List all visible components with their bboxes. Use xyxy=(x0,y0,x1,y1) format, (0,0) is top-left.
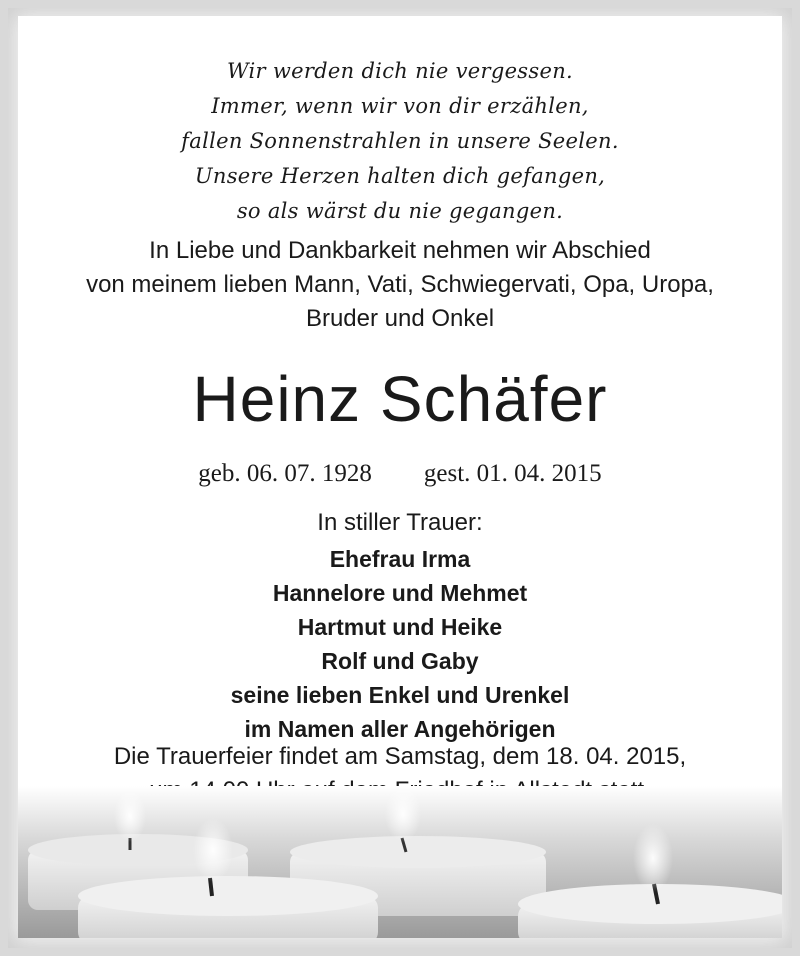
poem-line: Wir werden dich nie vergessen. xyxy=(226,59,573,83)
service-line: Die Trauerfeier findet am Samstag, dem 18. 04. 2015, xyxy=(113,743,687,770)
death-date: gest. 01. 04. 2015 xyxy=(423,460,602,487)
deceased-name: Heinz Schäfer xyxy=(192,363,608,435)
mourners-list xyxy=(18,542,782,746)
intro-line: von meinem lieben Mann, Vati, Schwiegervati, Opa, Uropa, xyxy=(86,271,714,298)
poem-line: Immer, wenn wir von dir erzählen, xyxy=(211,94,589,118)
mourner-entry: im Namen aller Angehörigen xyxy=(244,716,556,742)
poem xyxy=(18,54,782,229)
poem-line: Unsere Herzen halten dich gefangen, xyxy=(194,164,606,188)
life-dates xyxy=(18,458,782,490)
obituary-notice xyxy=(18,16,782,938)
mourner-entry: Hannelore und Mehmet xyxy=(272,580,528,606)
mourner-entry: seine lieben Enkel und Urenkel xyxy=(230,682,570,708)
poem-line: fallen Sonnenstrahlen in unsere Seelen. xyxy=(181,129,619,153)
mourners-label: In stiller Trauer: xyxy=(317,509,483,536)
poem-line: so als wärst du nie gegangen. xyxy=(236,199,564,223)
candles-icon xyxy=(18,786,782,938)
mourner-entry: Ehefrau Irma xyxy=(329,546,471,572)
birth-date: geb. 06. 07. 1928 xyxy=(198,460,372,487)
farewell-intro xyxy=(18,234,782,336)
intro-line: In Liebe und Dankbarkeit nehmen wir Abschied xyxy=(149,237,651,264)
mourner-entry: Rolf und Gaby xyxy=(321,648,479,674)
intro-line: Bruder und Onkel xyxy=(305,305,495,332)
mourner-entry: Hartmut und Heike xyxy=(297,614,503,640)
